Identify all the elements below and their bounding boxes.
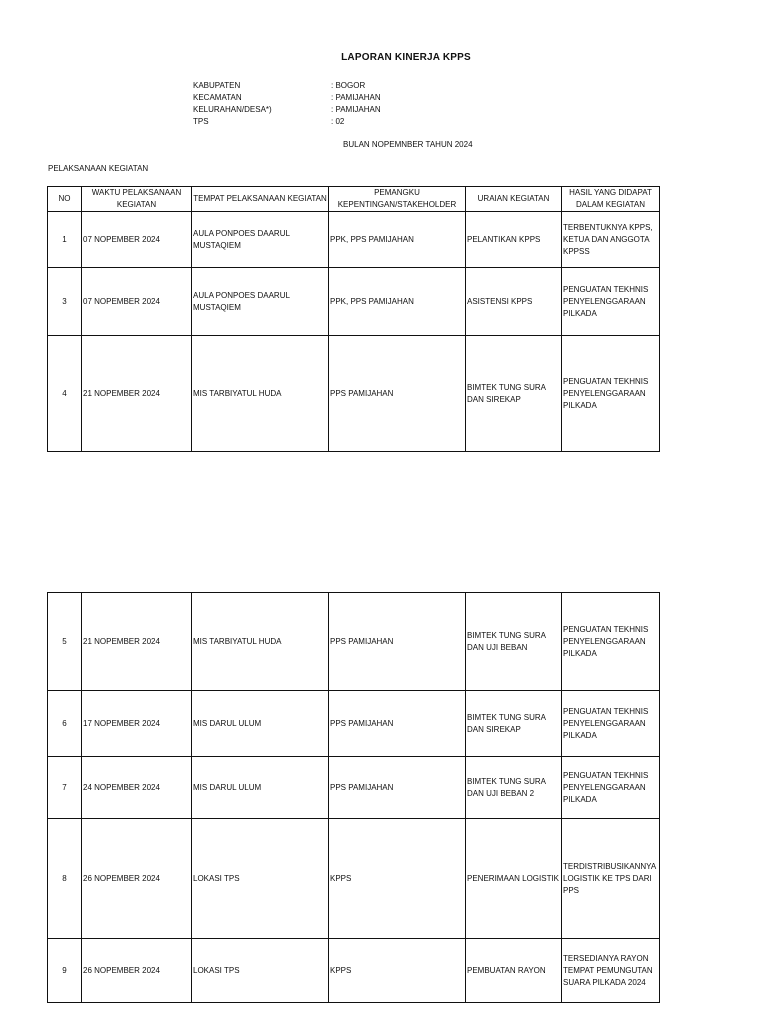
col-header-pemangku: PEMANGKU KEPENTINGAN/STAKEHOLDER	[329, 187, 466, 212]
report-period: BULAN NOPEMNBER TAHUN 2024	[343, 140, 473, 149]
cell-no: 5	[48, 593, 82, 691]
cell-waktu: 17 NOPEMBER 2024	[82, 691, 192, 757]
cell-waktu: 26 NOPEMBER 2024	[82, 939, 192, 1003]
activity-table-page-1	[47, 186, 660, 452]
report-title: LAPORAN KINERJA KPPS	[341, 52, 471, 63]
cell-uraian: BIMTEK TUNG SURA DAN SIREKAP	[466, 691, 562, 757]
cell-no: 3	[48, 268, 82, 336]
cell-pemangku: KPPS	[329, 939, 466, 1003]
meta-label: TPS	[193, 117, 209, 126]
meta-value: : PAMIJAHAN	[331, 93, 381, 102]
table-row	[48, 939, 660, 1003]
col-header-tempat: TEMPAT PELAKSANAAN KEGIATAN	[192, 187, 329, 212]
cell-waktu: 21 NOPEMBER 2024	[82, 336, 192, 452]
cell-waktu: 07 NOPEMBER 2024	[82, 268, 192, 336]
cell-hasil: TERBENTUKNYA KPPS, KETUA DAN ANGGOTA KPPSS	[562, 212, 660, 268]
cell-uraian: ASISTENSI KPPS	[466, 268, 562, 336]
col-header-uraian: URAIAN KEGIATAN	[466, 187, 562, 212]
cell-tempat: AULA PONPOES DAARUL MUSTAQIEM	[192, 268, 329, 336]
cell-uraian: PEMBUATAN RAYON	[466, 939, 562, 1003]
table-row	[48, 757, 660, 819]
cell-pemangku: PPS PAMIJAHAN	[329, 336, 466, 452]
col-header-waktu: WAKTU PELAKSANAAN KEGIATAN	[82, 187, 192, 212]
cell-tempat: LOKASI TPS	[192, 819, 329, 939]
cell-tempat: LOKASI TPS	[192, 939, 329, 1003]
report-meta	[193, 80, 381, 128]
table-row	[48, 336, 660, 452]
cell-no: 9	[48, 939, 82, 1003]
meta-label: KABUPATEN	[193, 81, 241, 90]
col-header-no: NO	[48, 187, 82, 212]
cell-uraian: BIMTEK TUNG SURA DAN UJI BEBAN	[466, 593, 562, 691]
meta-row-tps	[193, 116, 381, 128]
section-heading: PELAKSANAAN KEGIATAN	[48, 164, 149, 173]
table-row	[48, 212, 660, 268]
table-row	[48, 268, 660, 336]
cell-pemangku: PPK, PPS PAMIJAHAN	[329, 212, 466, 268]
cell-tempat: MIS DARUL ULUM	[192, 757, 329, 819]
cell-hasil: PENGUATAN TEKHNIS PENYELENGGARAAN PILKADA	[562, 593, 660, 691]
cell-hasil: TERSEDIANYA RAYON TEMPAT PEMUNGUTAN SUARA PILKADA 2024	[562, 939, 660, 1003]
cell-waktu: 26 NOPEMBER 2024	[82, 819, 192, 939]
table-row	[48, 819, 660, 939]
meta-row-kabupaten	[193, 80, 381, 92]
meta-label: KELURAHAN/DESA*)	[193, 105, 272, 114]
cell-hasil: PENGUATAN TEKHNIS PENYELENGGARAAN PILKADA	[562, 268, 660, 336]
activity-table-page-2	[47, 592, 660, 1003]
cell-tempat: MIS DARUL ULUM	[192, 691, 329, 757]
meta-value: : PAMIJAHAN	[331, 105, 381, 114]
meta-row-kelurahan	[193, 104, 381, 116]
cell-pemangku: PPS PAMIJAHAN	[329, 757, 466, 819]
cell-uraian: PENERIMAAN LOGISTIK	[466, 819, 562, 939]
cell-no: 1	[48, 212, 82, 268]
cell-pemangku: KPPS	[329, 819, 466, 939]
cell-tempat: MIS TARBIYATUL HUDA	[192, 593, 329, 691]
cell-hasil: TERDISTRIBUSIKANNYA LOGISTIK KE TPS DARI PPS	[562, 819, 660, 939]
meta-value: : 02	[331, 117, 345, 126]
meta-value: : BOGOR	[331, 81, 366, 90]
cell-tempat: AULA PONPOES DAARUL MUSTAQIEM	[192, 212, 329, 268]
table-row	[48, 691, 660, 757]
meta-label: KECAMATAN	[193, 93, 242, 102]
cell-pemangku: PPK, PPS PAMIJAHAN	[329, 268, 466, 336]
cell-uraian: BIMTEK TUNG SURA DAN UJI BEBAN 2	[466, 757, 562, 819]
cell-no: 4	[48, 336, 82, 452]
cell-no: 7	[48, 757, 82, 819]
cell-waktu: 21 NOPEMBER 2024	[82, 593, 192, 691]
col-header-hasil: HASIL YANG DIDAPAT DALAM KEGIATAN	[562, 187, 660, 212]
cell-hasil: PENGUATAN TEKHNIS PENYELENGGARAAN PILKADA	[562, 691, 660, 757]
cell-pemangku: PPS PAMIJAHAN	[329, 691, 466, 757]
cell-no: 8	[48, 819, 82, 939]
table-row	[48, 593, 660, 691]
meta-row-kecamatan	[193, 92, 381, 104]
cell-hasil: PENGUATAN TEKHNIS PENYELENGGARAAN PILKADA	[562, 336, 660, 452]
cell-waktu: 24 NOPEMBER 2024	[82, 757, 192, 819]
cell-no: 6	[48, 691, 82, 757]
cell-uraian: PELANTIKAN KPPS	[466, 212, 562, 268]
cell-tempat: MIS TARBIYATUL HUDA	[192, 336, 329, 452]
cell-uraian: BIMTEK TUNG SURA DAN SIREKAP	[466, 336, 562, 452]
cell-pemangku: PPS PAMIJAHAN	[329, 593, 466, 691]
cell-waktu: 07 NOPEMBER 2024	[82, 212, 192, 268]
cell-hasil: PENGUATAN TEKHNIS PENYELENGGARAAN PILKADA	[562, 757, 660, 819]
table-header-row	[48, 187, 660, 212]
